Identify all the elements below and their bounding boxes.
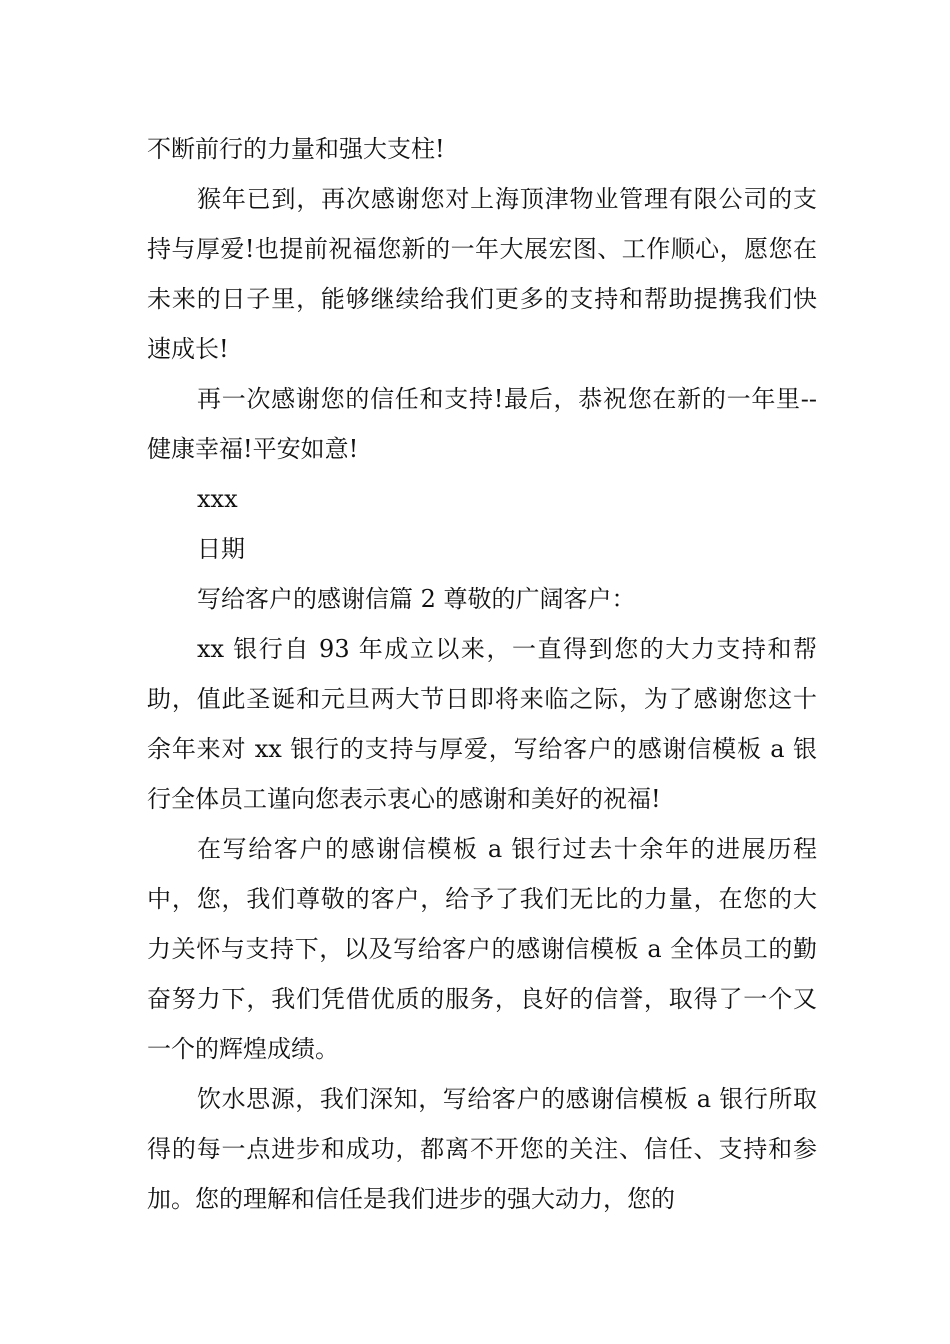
paragraph: xx 银行自 93 年成立以来，一直得到您的大力支持和帮助，值此圣诞和元旦两大节日即将来临之际，为了感谢您这十余年来对 xx 银行的支持与厚爱，写给客户的感谢信模板 a 银行全体员工谨向您表示衷心的感谢和美好的祝福! xyxy=(147,635,817,813)
document-body xyxy=(147,124,817,1224)
signature-date: 日期 xyxy=(197,535,245,563)
paragraph: 猴年已到，再次感谢您对上海顶津物业管理有限公司的支持与厚爱!也提前祝福您新的一年大展宏图、工作顺心，愿您在未来的日子里，能够继续给我们更多的支持和帮助提携我们快速成长! xyxy=(147,185,817,363)
paragraph: 饮水思源，我们深知，写给客户的感谢信模板 a 银行所取得的每一点进步和成功，都离不开您的关注、信任、支持和参加。您的理解和信任是我们进步的强大动力，您的 xyxy=(147,1085,817,1213)
paragraph: 不断前行的力量和强大支柱! xyxy=(147,135,445,163)
letter-heading: 写给客户的感谢信篇 2 尊敬的广阔客户： xyxy=(197,585,636,613)
paragraph: 再一次感谢您的信任和支持!最后，恭祝您在新的一年里--健康幸福!平安如意! xyxy=(147,385,817,463)
paragraph: 在写给客户的感谢信模板 a 银行过去十余年的进展历程中，您，我们尊敬的客户，给予了我们无比的力量，在您的大力关怀与支持下，以及写给客户的感谢信模板 a 全体员工的勤奋努力下，我们凭借优质的服务，良好的信誉，取得了一个又一个的辉煌成绩。 xyxy=(147,835,817,1063)
signature-name: xxx xyxy=(197,485,238,513)
